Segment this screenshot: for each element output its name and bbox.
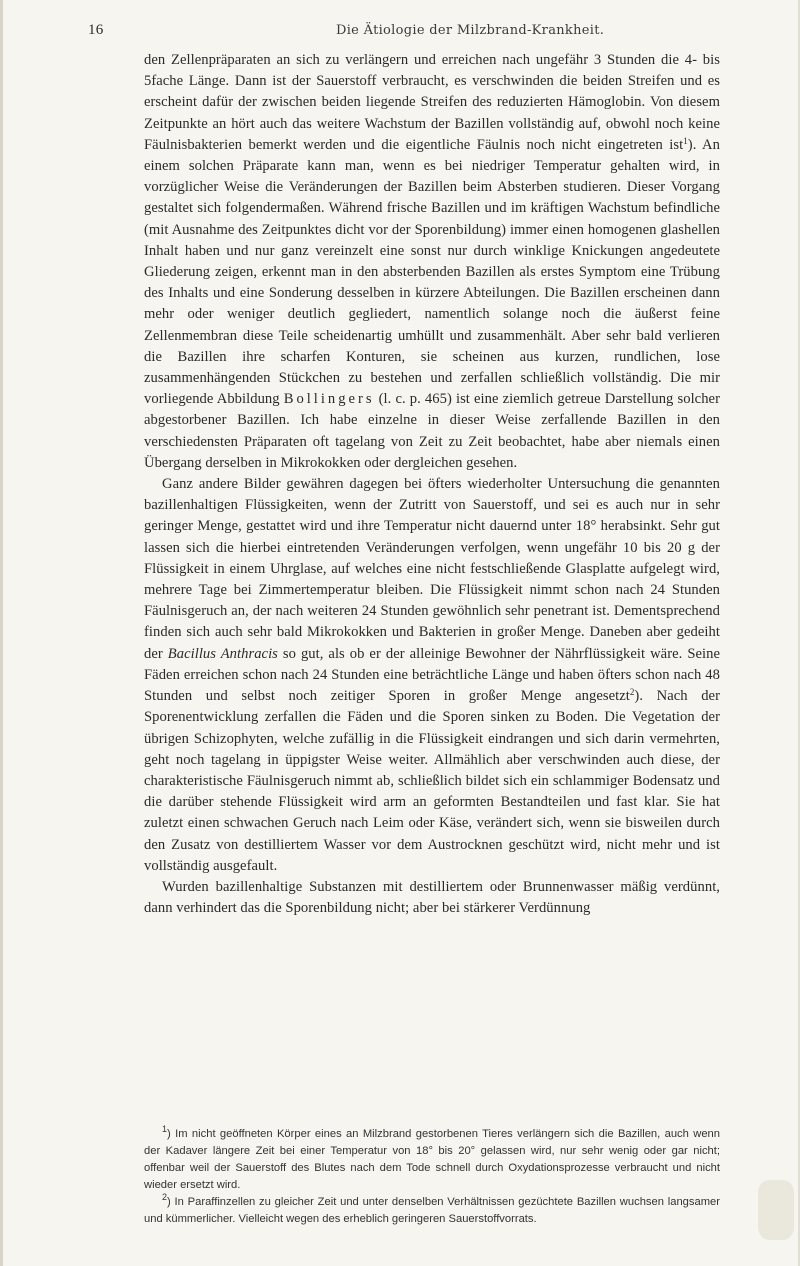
footnote-1: $^1$) Im nicht geöffneten Körper eines an Milzbrand gestorbenen Tieres verlängern sich die Bazillen, auch wenn der Kadaver längere Zeit bei einer Temperatur von 18° bis 20° gelassen wird, nur sehr wenig oder gar nicht; offenbar weil der Sauerstoff des Blutes nach dem Tode schnell durch Oxydationsprozesse verbraucht und nicht wieder ersetzt wird.: [144, 1124, 720, 1191]
footnote-2: $^2$) In Paraffinzellen zu gleicher Zeit und unter denselben Verhältnissen gezüchtete Bazillen wuchsen langsamer und kümmerlicher. Vielleicht wegen des erheblich geringeren Sauerstoffvorrats.: [144, 1192, 720, 1225]
paragraph-1: den Zellenpräparaten an sich zu verlängern und erreichen nach ungefähr 3 Stunden die 4- bis 5fache Länge. Dann ist der Sauerstoff verbraucht, es verschwinden die beiden Streifen und es erscheint dafür der zwischen beiden liegende Streifen des reduzierten Hämoglobin. Von diesem Zeitpunkte an hört auch das weitere Wachstum der Bazillen vollständig auf, obwohl noch keine Fäulnisbakterien bemerkt werden und die eigentliche Fäulnis noch nicht eingetreten ist$^1$). An einem solchen Präparate kann man, wenn es bei niedriger Temperatur gehalten wird, in vorzüglicher Weise die Veränderungen der Bazillen beim Absterben studieren. Dieser Vorgang gestaltet sich folgendermaßen. Während frische Bazillen und im kräftigen Wachstum befindliche (mit Ausnahme des Zeitpunktes dicht vor der Sporenbildung) immer einen homogenen glashellen Inhalt haben und nur ganz vereinzelt eine sonst nur durch winklige Knickungen angedeutete Gliederung zeigen, erkennt man in den absterbenden Bazillen als erstes Symptom eine Trübung des Inhalts und eine Sonderung desselben in kürzere Abteilungen. Die Bazillen erscheinen dann mehr oder weniger deutlich gegliedert, namentlich solange noch die äußerst feine Zellenmembran diese Teile scheidenartig umhüllt und zusammenhält. Aber sehr bald verlieren die Bazillen ihre scharfen Konturen, sie scheinen aus kurzen, rundlichen, lose zusammenhängenden Stückchen zu bestehen und zerfallen schließlich vollständig. Die mir vorliegende Abbildung Bollingers (l. c. p. 465) ist eine ziemlich getreue Darstellung solcher abgestorbener Bazillen. Ich habe einzelne in dieser Weise zerfallende Bazillen in den verschiedensten Präparaten oft tagelang von Zeit zu Zeit beobachtet, habe aber niemals einen Übergang derselben in Mikrokokken oder dergleichen gesehen.: [144, 52, 720, 471]
footnote-ref-1[interactable]: 1: [683, 135, 688, 146]
running-title: Die Ätiologie der Milzbrand-Krankheit.: [336, 23, 605, 38]
footnotes: [144, 1126, 720, 1228]
body-text: [144, 50, 720, 919]
author-name: Bollingers: [283, 391, 375, 408]
species-name: Bacillus Anthracis: [167, 645, 278, 662]
paragraph-3: Wurden bazillenhaltige Substanzen mit destilliertem oder Brunnenwasser mäßig verdünnt, dann verhindert das die Sporenbildung nicht; aber bei stärkerer Verdünnung: [144, 878, 720, 917]
paragraph-2: Ganz andere Bilder gewähren dagegen bei öfters wiederholter Untersuchung die genannten bazillenhaltigen Flüssigkeiten, wenn der Zutritt von Sauerstoff, und sei es auch nur in sehr geringer Menge, gestattet wird und ihre Temperatur nicht dauernd unter 18° herabsinkt. Sehr gut lassen sich die hierbei eintretenden Veränderungen verfolgen, wenn ungefähr 10 bis 20 g der Flüssigkeit in einem Uhrglase, auf welches eine nicht festschließende Glasplatte aufgelegt wird, mehrere Tage bei Zimmertemperatur bleiben. Die Flüssigkeit nimmt schon nach 24 Stunden Fäulnisgeruch an, der nach weiteren 24 Stunden gewöhnlich sehr penetrant ist. Dementsprechend finden sich auch sehr bald Mikrokokken und Bakterien in großer Menge. Daneben aber gedeiht der Bacillus Anthracis so gut, als ob er der alleinige Bewohner der Nährflüssigkeit wäre. Seine Fäden erreichen schon nach 24 Stunden eine beträchtliche Länge und haben öfters schon nach 48 Stunden und selbst noch zeitiger Sporen in großer Menge angesetzt$^2$). Nach der Sporenentwicklung zerfallen die Fäden und die Sporen sinken zu Boden. Die Vegetation der übrigen Schizophyten, welche zufällig in die Flüssigkeit eindrangen und sich darin vermehrten, geht noch tagelang in üppigster Weise weiter. Allmählich aber verschwinden auch diese, der charakteristische Fäulnisgeruch nimmt ab, schließlich bildet sich ein schlammiger Bodensatz und die darüber stehende Flüssigkeit wird arm an geformten Bestandteilen und fast klar. Sie hat zuletzt einen schwachen Geruch nach Leim oder Käse, verändert sich, wenn sie bisweilen durch den Zusatz von destilliertem Wasser vor dem Austrocknen geschützt wird, nicht mehr und ist vollständig ausgefault.: [144, 476, 720, 874]
footnote-ref-2[interactable]: 2: [629, 687, 635, 698]
running-header: [88, 22, 732, 42]
scan-smudge: [758, 1180, 794, 1240]
page-number: 16: [88, 22, 104, 38]
page-left-edge: [0, 0, 3, 1266]
